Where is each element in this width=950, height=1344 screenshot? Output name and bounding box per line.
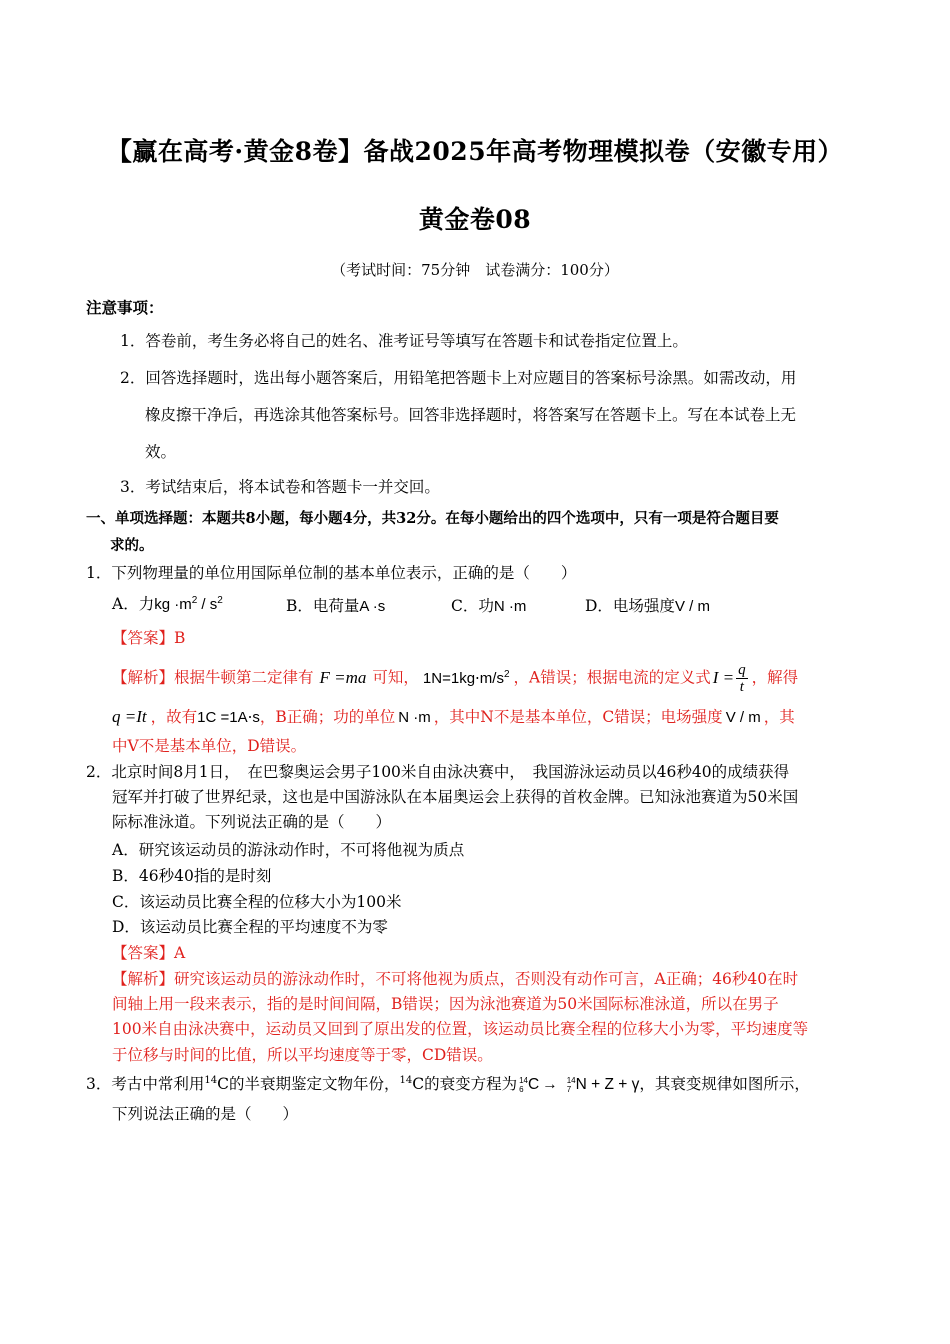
q1-explanation-line1: 【解析】根据牛顿第二定律有 F =ma 可知， $1N=1kg\cdot m/s^2$ ，A错误；根据电流的定义式 I = $\frac{q}{t}$ ，解得 (112, 662, 799, 695)
q1-option-a (112, 592, 223, 614)
notice-item-3: 3．考试结束后，将本试卷和答题卡一并交回。 (120, 478, 440, 496)
page-subtitle: 黄金卷08 (418, 205, 532, 234)
q2-option-c: C．该运动员比赛全程的位移大小为100米 (112, 893, 402, 911)
q1-option-d: D．电场强度V / m (585, 597, 710, 615)
exam-info: （考试时间：75分钟 试卷满分：100分） (331, 261, 619, 279)
notice-heading: 注意事项： (86, 298, 164, 317)
notice-item-2-cont2: 效。 (145, 443, 177, 461)
q2-stem-line3: 际标准泳道。下列说法正确的是（ ） (112, 813, 392, 831)
q1-explanation-line2: q =It ，故有1C =1A⋅s，B正确；功的单位 N ·m ，其中N不是基本单位，C错误；电场强度 V / m ，其 (112, 707, 795, 726)
notice-item-2-cont: 橡皮擦干净后，再选涂其他答案标号。回答非选择题时，将答案写在答题卡上。写在本试卷上无 (145, 406, 797, 424)
q3-stem-line1: 3．考古中常利用$^{14}$C的半衰期鉴定文物年份，$^{14}$C的衰变方程为 14 6 C → 14 7 N + Z + γ，其衰变规律如图所示， (86, 1074, 810, 1094)
q2-stem-line1: 2．北京时间8月1日， 在巴黎奥运会男子100米自由泳决赛中， 我国游泳运动员以46秒40的成绩获得 (86, 763, 790, 781)
q1-option-a-unit: kg $\cdot m^2 / s^2$ (154, 595, 223, 613)
q2-answer: 【答案】A (112, 944, 186, 962)
q1-explanation-line3: 中V不是基本单位，D错误。 (112, 737, 307, 755)
page-title: 【赢在高考·黄金8卷】备战2025年高考物理模拟卷（安徽专用） (106, 137, 844, 166)
notice-item-1: 1．答卷前，考生务必将自己的姓名、准考证号等填写在答题卡和试卷指定位置上。 (120, 332, 688, 350)
q2-option-a: A．研究该运动员的游泳动作时，不可将他视为质点 (112, 841, 465, 859)
section1-heading: 一、单项选择题：本题共8小题，每小题4分，共32分。在每小题给出的四个选项中，只有一项是符合题目要 (86, 510, 779, 527)
q1-answer: 【答案】B (112, 629, 186, 647)
notice-item-2: 2．回答选择题时，选出每小题答案后，用铅笔把答题卡上对应题目的答案标号涂黑。如需改动，用 (120, 369, 797, 387)
q1-option-c: C．功N ·m (451, 597, 527, 615)
q2-explanation-line4: 于位移与时间的比值，所以平均速度等于零，CD错误。 (112, 1046, 493, 1064)
section1-heading-cont: 求的。 (110, 537, 154, 554)
q3-stem-line2: 下列说法正确的是（ ） (112, 1105, 299, 1123)
q1-option-a-label: A．力 (112, 595, 155, 613)
q2-stem-line2: 冠军并打破了世界纪录，这也是中国游泳队在本届奥运会上获得的首枚金牌。已知泳池赛道为50米国 (112, 788, 799, 806)
q1-stem: 1．下列物理量的单位用国际单位制的基本单位表示，正确的是（ ） (86, 564, 577, 582)
q2-option-b: B．46秒40指的是时刻 (112, 867, 272, 885)
q1-option-b: B．电荷量A ·s (286, 597, 386, 615)
decay-equation: 14 6 C → 14 7 N + Z + γ (519, 1075, 640, 1094)
q2-explanation-line1: 【解析】研究该运动员的游泳动作时，不可将他视为质点，否则没有动作可言，A正确；46秒40在时 (112, 970, 799, 988)
q2-option-d: D．该运动员比赛全程的平均速度不为零 (112, 918, 388, 936)
q2-explanation-line3: 100米自由泳决赛中，运动员又回到了原出发的位置，该运动员比赛全程的位移大小为零，平均速度等 (112, 1020, 809, 1038)
q2-explanation-line2: 间轴上用一段来表示，指的是时间间隔，B错误；因为泳池赛道为50米国际标准泳道，所以在男子 (112, 995, 779, 1013)
